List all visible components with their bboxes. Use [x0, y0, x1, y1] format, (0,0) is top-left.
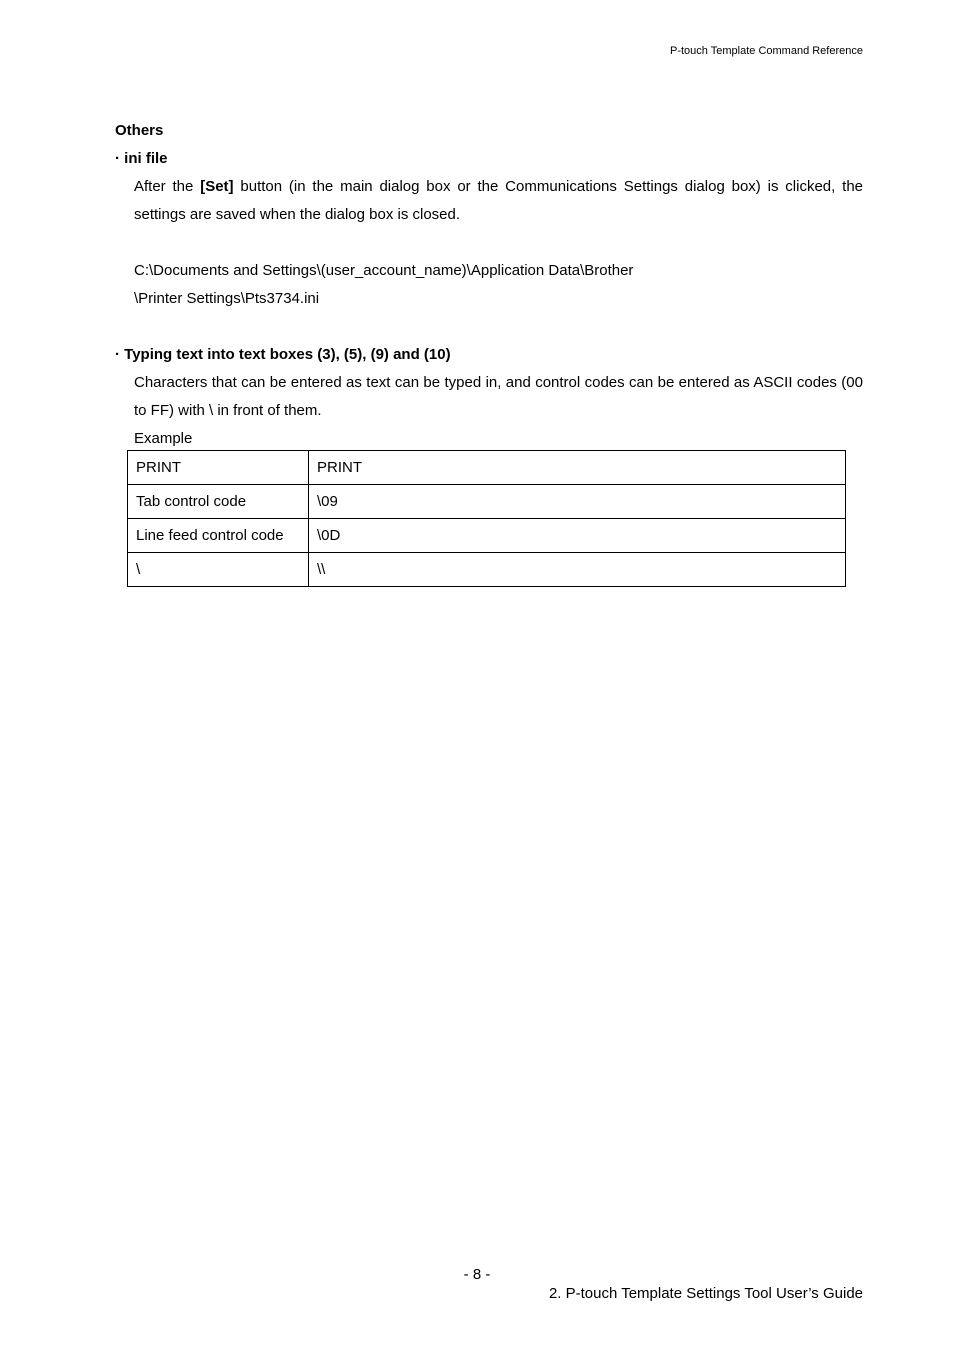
typing-text-heading: · Typing text into text boxes (3), (5), (9) and (10): [115, 346, 451, 363]
section-title: Others: [115, 122, 164, 139]
ini-file-heading: · ini file: [115, 150, 168, 167]
spacer: [115, 313, 863, 341]
set-button-reference: [Set]: [200, 178, 234, 195]
page-number: - 8 -: [463, 1266, 491, 1283]
ini-path-line-2: \Printer Settings\Pts3734.ini: [134, 290, 320, 307]
table-cell: \0D: [309, 519, 846, 553]
table-cell: \09: [309, 485, 846, 519]
typing-text-paragraph: Characters that can be entered as text can be typed in, and control codes can be entered as ASCII codes (00 to FF) with \ in front of them.: [134, 374, 863, 419]
table-cell: \: [128, 553, 309, 587]
table-row: [128, 485, 846, 519]
typing-text-section: [115, 369, 863, 453]
ini-file-paragraph: [134, 173, 863, 229]
ini-para-text-1: After the: [134, 178, 201, 195]
example-label: Example: [134, 430, 193, 447]
table-cell: Line feed control code: [128, 519, 309, 553]
document-body: [115, 117, 863, 453]
footer-guide-title: 2. P-touch Template Settings Tool User’s Guide: [548, 1285, 863, 1302]
table-row: [128, 553, 846, 587]
spacer: [134, 229, 863, 257]
table-row: [128, 519, 846, 553]
table-row: [128, 451, 846, 485]
ini-file-section: [115, 173, 863, 313]
ini-path-line-1: C:\Documents and Settings\(user_account_name)\Application Data\Brother: [134, 262, 634, 279]
table-cell: PRINT: [128, 451, 309, 485]
ini-para-text-2: button (in the main dialog box or the Communications Settings dialog box) is clicked, the settings are saved when the dialog box is closed.: [134, 178, 863, 223]
table-cell: \\: [309, 553, 846, 587]
page-header-title: P-touch Template Command Reference: [669, 45, 863, 57]
table-cell: Tab control code: [128, 485, 309, 519]
table-cell: PRINT: [309, 451, 846, 485]
example-table: [127, 450, 846, 587]
